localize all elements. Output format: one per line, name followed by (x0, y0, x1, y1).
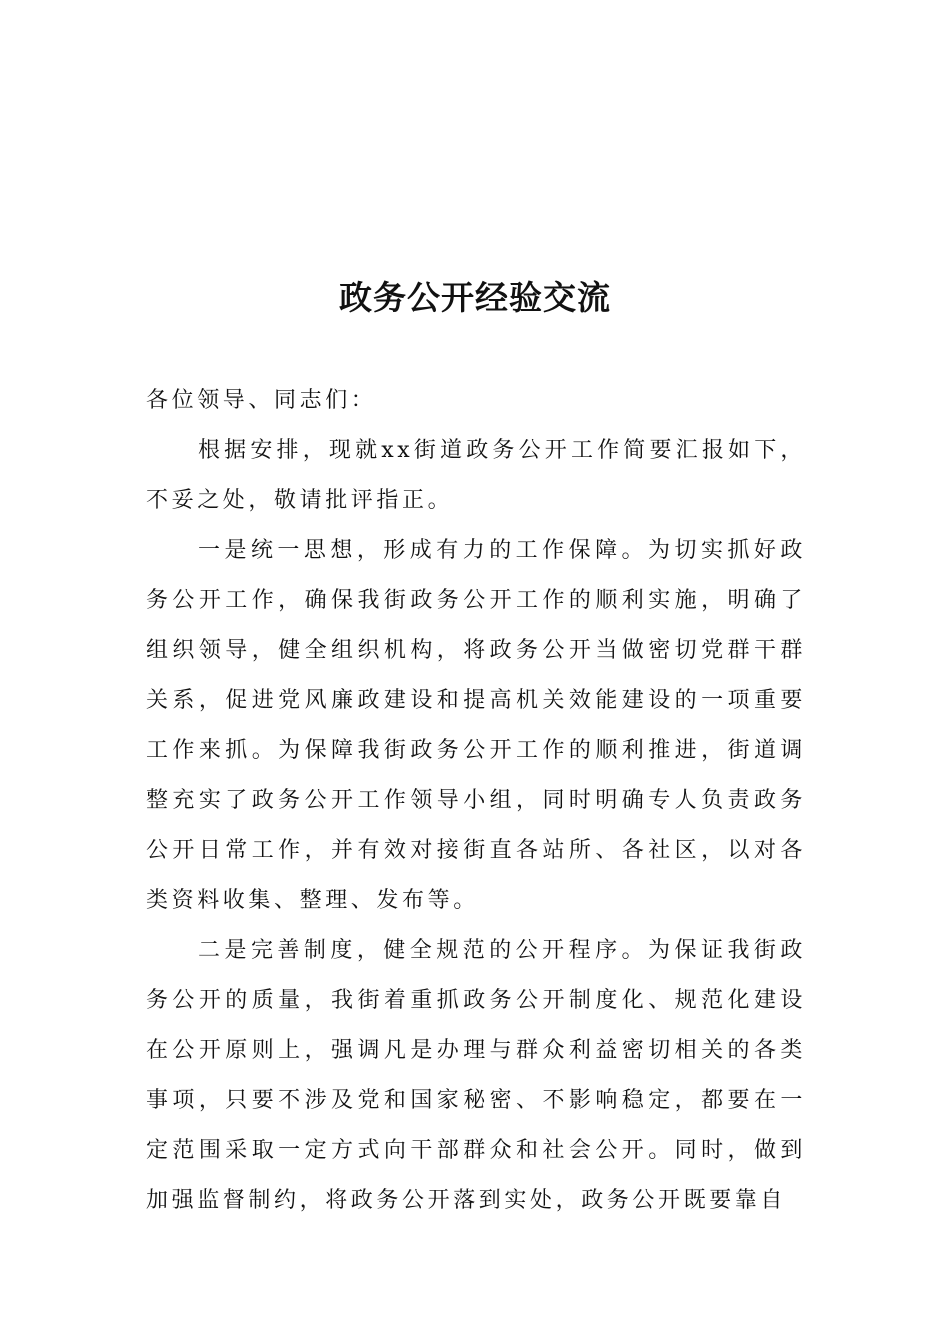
document-body (146, 376, 806, 1226)
paragraph-intro: 根据安排，现就xx街道政务公开工作简要汇报如下，不妥之处，敬请批评指正。 (146, 438, 806, 513)
document-title: 政务公开经验交流 (339, 278, 611, 317)
paragraph-point-two: 二是完善制度，健全规范的公开程序。为保证我街政务公开的质量，我街着重抓政务公开制度化、规范化建设在公开原则上，强调凡是办理与群众利益密切相关的各类事项，只要不涉及党和国家秘密、不影响稳定，都要在一定范围采取一定方式向干部群众和社会公开。同时，做到加强监督制约，将政务公开落到实处，政务公开既要靠自 (146, 938, 806, 1213)
salutation: 各位领导、同志们： (146, 388, 377, 413)
paragraph-point-one: 一是统一思想，形成有力的工作保障。为切实抓好政务公开工作，确保我街政务公开工作的顺利实施，明确了组织领导，健全组织机构，将政务公开当做密切党群干群关系，促进党风廉政建设和提高机关效能建设的一项重要工作来抓。为保障我街政务公开工作的顺利推进，街道调整充实了政务公开工作领导小组，同时明确专人负责政务公开日常工作，并有效对接街直各站所、各社区，以对各类资料收集、整理、发布等。 (146, 538, 806, 913)
